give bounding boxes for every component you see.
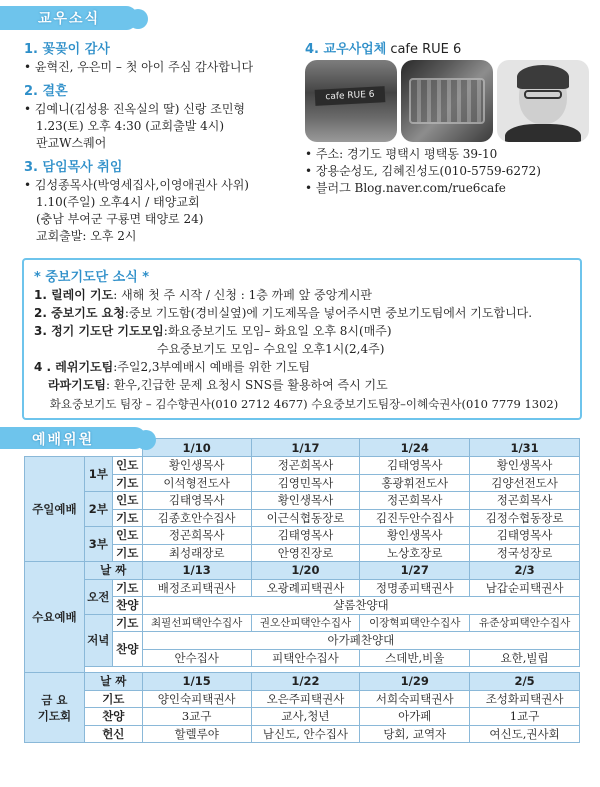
table-cell: 유준상피택안수집사 xyxy=(470,614,580,632)
table-cell: 권오산피택안수집사 xyxy=(251,614,360,632)
table-cell: 당회, 교역자 xyxy=(360,725,470,743)
prayer-line-rapha xyxy=(34,376,574,394)
role-label: 기도 xyxy=(112,544,142,562)
schedule-banner xyxy=(0,427,160,451)
news-line: 교회출발: 오후 2시 xyxy=(36,229,137,243)
worship-schedule-table xyxy=(24,438,580,743)
prayer-text: : 환우,긴급한 문제 요청시 SNS를 활용하여 즉시 기도 xyxy=(105,378,388,392)
friday-label-1: 금 요 xyxy=(41,692,68,707)
table-cell: 요한,빌립 xyxy=(470,649,580,667)
wednesday-service-label: 수요예배 xyxy=(25,562,85,673)
business-title: 4. 교우사업체 xyxy=(305,42,387,57)
table-cell: 김정수협동장로 xyxy=(470,509,580,527)
prayer-text: :화요중보기도 모임– 화요일 오후 8시(매주) xyxy=(163,324,392,338)
third-service-label: 3부 xyxy=(84,527,112,562)
date-header: 1/13 xyxy=(142,562,251,580)
prayer-label: 3. 정기 기도단 기도모임 xyxy=(34,324,164,338)
table-cell: 황인생목사 xyxy=(470,457,580,475)
prayer-line-relay xyxy=(34,286,574,304)
date-header: 1/10 xyxy=(142,439,251,457)
table-cell: 피택안수집사 xyxy=(251,649,360,667)
table-cell: 이장혁피택안수집사 xyxy=(360,614,470,632)
table-cell: 홍광휘전도사 xyxy=(360,474,470,492)
role-label: 인도 xyxy=(112,527,142,545)
date-header: 1/17 xyxy=(251,439,360,457)
section-title-installation: 3. 담임목사 취임 xyxy=(24,160,123,175)
business-owners: • 장용순성도, 김혜진성도(010-5759-6272) xyxy=(305,163,590,180)
table-cell: 안영진장로 xyxy=(251,544,360,562)
table-cell: 정곤희목사 xyxy=(251,457,360,475)
news-right-column xyxy=(305,38,590,197)
table-cell: 여신도,권사회 xyxy=(470,725,580,743)
prayer-body xyxy=(34,286,574,394)
first-service-label: 1부 xyxy=(84,457,112,492)
role-label: 찬양 xyxy=(84,708,142,726)
cafe-interior-photo xyxy=(401,60,493,142)
prayer-label: 2. 중보기도 요청 xyxy=(34,306,125,320)
business-blog: • 블러그 Blog.naver.com/rue6cafe xyxy=(305,180,590,197)
evening-label: 저녁 xyxy=(84,614,112,667)
date-header: 1/22 xyxy=(251,673,360,691)
table-cell: 노상호장로 xyxy=(360,544,470,562)
second-service-label: 2부 xyxy=(84,492,112,527)
table-cell: 이석형전도사 xyxy=(142,474,251,492)
prayer-line-request xyxy=(34,304,574,322)
news-line: 1.10(주일) 오후4시 / 태양교회 xyxy=(36,195,200,209)
table-cell: 김태영목사 xyxy=(251,527,360,545)
table-cell: 스데반,비울 xyxy=(360,649,470,667)
table-cell: 정국성장로 xyxy=(470,544,580,562)
table-cell: 황인생목사 xyxy=(142,457,251,475)
cafe-name: cafe RUE 6 xyxy=(390,42,462,57)
news-banner xyxy=(0,6,150,32)
table-cell: 김종호안수집사 xyxy=(142,509,251,527)
prayer-team-box xyxy=(22,258,582,420)
table-cell: 이근식협동장로 xyxy=(251,509,360,527)
news-line: • 윤혁진, 우은미 – 첫 아이 주심 감사합니다 xyxy=(24,59,314,76)
owner-portrait-photo xyxy=(497,60,589,142)
cafe-photos xyxy=(305,60,590,142)
table-cell: 안수집사 xyxy=(142,649,251,667)
role-label: 찬양 xyxy=(112,597,142,615)
table-cell: 김양선전도사 xyxy=(470,474,580,492)
table-cell: 1교구 xyxy=(470,708,580,726)
table-cell: 최필선피택안수집사 xyxy=(142,614,251,632)
date-header: 2/5 xyxy=(470,673,580,691)
prayer-label: 1. 릴레이 기도 xyxy=(34,288,114,302)
news-line: • 김예니(김성용 진옥실의 딸) 신랑 조민형 xyxy=(24,101,314,118)
cafe-exterior-photo xyxy=(305,60,397,142)
business-address: • 주소: 경기도 평택시 평택동 39-10 xyxy=(305,146,590,163)
news-banner-title: 교우소식 xyxy=(38,11,101,27)
date-row-label: 날 짜 xyxy=(84,673,142,691)
schedule-banner-title: 예배위원 xyxy=(32,432,95,448)
table-cell: 정명종피택권사 xyxy=(360,579,470,597)
role-label: 기도 xyxy=(112,509,142,527)
table-cell: 정곤희목사 xyxy=(360,492,470,510)
date-header: 1/27 xyxy=(360,562,470,580)
morning-label: 오전 xyxy=(84,579,112,614)
table-cell: 김진두안수집사 xyxy=(360,509,470,527)
cafe-sign: cafe RUE 6 xyxy=(315,86,386,106)
table-cell: 서희숙피택권사 xyxy=(360,690,470,708)
prayer-text: : 새해 첫 주 시작 / 신청 : 1층 까페 앞 중앙게시판 xyxy=(113,288,373,302)
date-row-label: 날 짜 xyxy=(84,562,142,580)
news-line: (충남 부여군 구룡면 태양로 24) xyxy=(36,212,204,226)
table-cell: 교사,청년 xyxy=(251,708,360,726)
prayer-line-levi xyxy=(34,358,574,376)
table-cell: 남신도, 안수집사 xyxy=(251,725,360,743)
table-cell: 정곤희목사 xyxy=(142,527,251,545)
table-cell: 정곤희목사 xyxy=(470,492,580,510)
friday-label-2: 기도회 xyxy=(37,708,72,723)
section-title-wedding: 2. 결혼 xyxy=(24,84,68,99)
table-cell: 아가페찬양대 xyxy=(142,632,579,650)
role-label: 인도 xyxy=(112,457,142,475)
date-header: 1/20 xyxy=(251,562,360,580)
table-cell: 3교구 xyxy=(142,708,251,726)
role-label: 헌신 xyxy=(84,725,142,743)
table-cell: 오은주피택권사 xyxy=(251,690,360,708)
table-cell: 샬롬찬양대 xyxy=(142,597,579,615)
table-cell: 남갑순피택권사 xyxy=(470,579,580,597)
prayer-line-regular xyxy=(34,322,574,340)
sunday-service-label: 주일예배 xyxy=(25,457,85,562)
table-cell: 할렐루야 xyxy=(142,725,251,743)
table-cell: 김영민목사 xyxy=(251,474,360,492)
table-cell: 배정조피택권사 xyxy=(142,579,251,597)
table-cell: 황인생목사 xyxy=(360,527,470,545)
news-line: 판교W스퀘어 xyxy=(36,136,107,150)
role-label: 기도 xyxy=(112,579,142,597)
prayer-label: 4 . 레위기도팀 xyxy=(34,360,114,374)
news-line: 1.23(토) 오후 4:30 (교회출발 4시) xyxy=(36,119,225,133)
table-cell: 아가페 xyxy=(360,708,470,726)
prayer-text: :중보 기도함(경비실옆)에 기도제목을 넣어주시면 중보기도팀에서 기도합니다. xyxy=(124,306,533,320)
table-cell: 조성화피택권사 xyxy=(470,690,580,708)
table-cell: 최성래장로 xyxy=(142,544,251,562)
role-label: 기도 xyxy=(112,614,142,632)
table-cell: 오광례피택권사 xyxy=(251,579,360,597)
prayer-title: * 중보기도단 소식 * xyxy=(34,270,150,285)
prayer-text: :주일2,3부예배시 예배를 위한 기도팀 xyxy=(113,360,311,374)
role-label: 기도 xyxy=(112,474,142,492)
table-cell: 김태영목사 xyxy=(142,492,251,510)
date-header: 2/3 xyxy=(470,562,580,580)
prayer-contacts: 화요중보기도 팀장 – 김수향권사(010 2712 4677) 수요중보기도팀장–이혜숙권사(010 7779 1302) xyxy=(49,397,559,411)
news-left-column xyxy=(24,38,314,245)
table-cell: 김태영목사 xyxy=(470,527,580,545)
date-header: 1/31 xyxy=(470,439,580,457)
date-header: 1/15 xyxy=(142,673,251,691)
date-header: 1/29 xyxy=(360,673,470,691)
date-header: 1/24 xyxy=(360,439,470,457)
section-title-business xyxy=(305,38,590,57)
role-label: 기도 xyxy=(84,690,142,708)
news-line: • 김성종목사(박영세집사,이영애권사 사위) xyxy=(24,177,314,194)
role-label: 찬양 xyxy=(112,632,142,667)
table-cell: 황인생목사 xyxy=(251,492,360,510)
table-cell: 김태영목사 xyxy=(360,457,470,475)
table-cell: 양인숙피택권사 xyxy=(142,690,251,708)
section-title-flowers: 1. 꽃꽂이 감사 xyxy=(24,42,110,57)
prayer-line-regular-2 xyxy=(34,340,574,358)
prayer-label: 라파기도팀 xyxy=(48,378,106,392)
friday-prayer-label xyxy=(25,673,85,743)
role-label: 인도 xyxy=(112,492,142,510)
prayer-text: 수요중보기도 모임– 수요일 오후1시(2,4주) xyxy=(157,342,385,356)
